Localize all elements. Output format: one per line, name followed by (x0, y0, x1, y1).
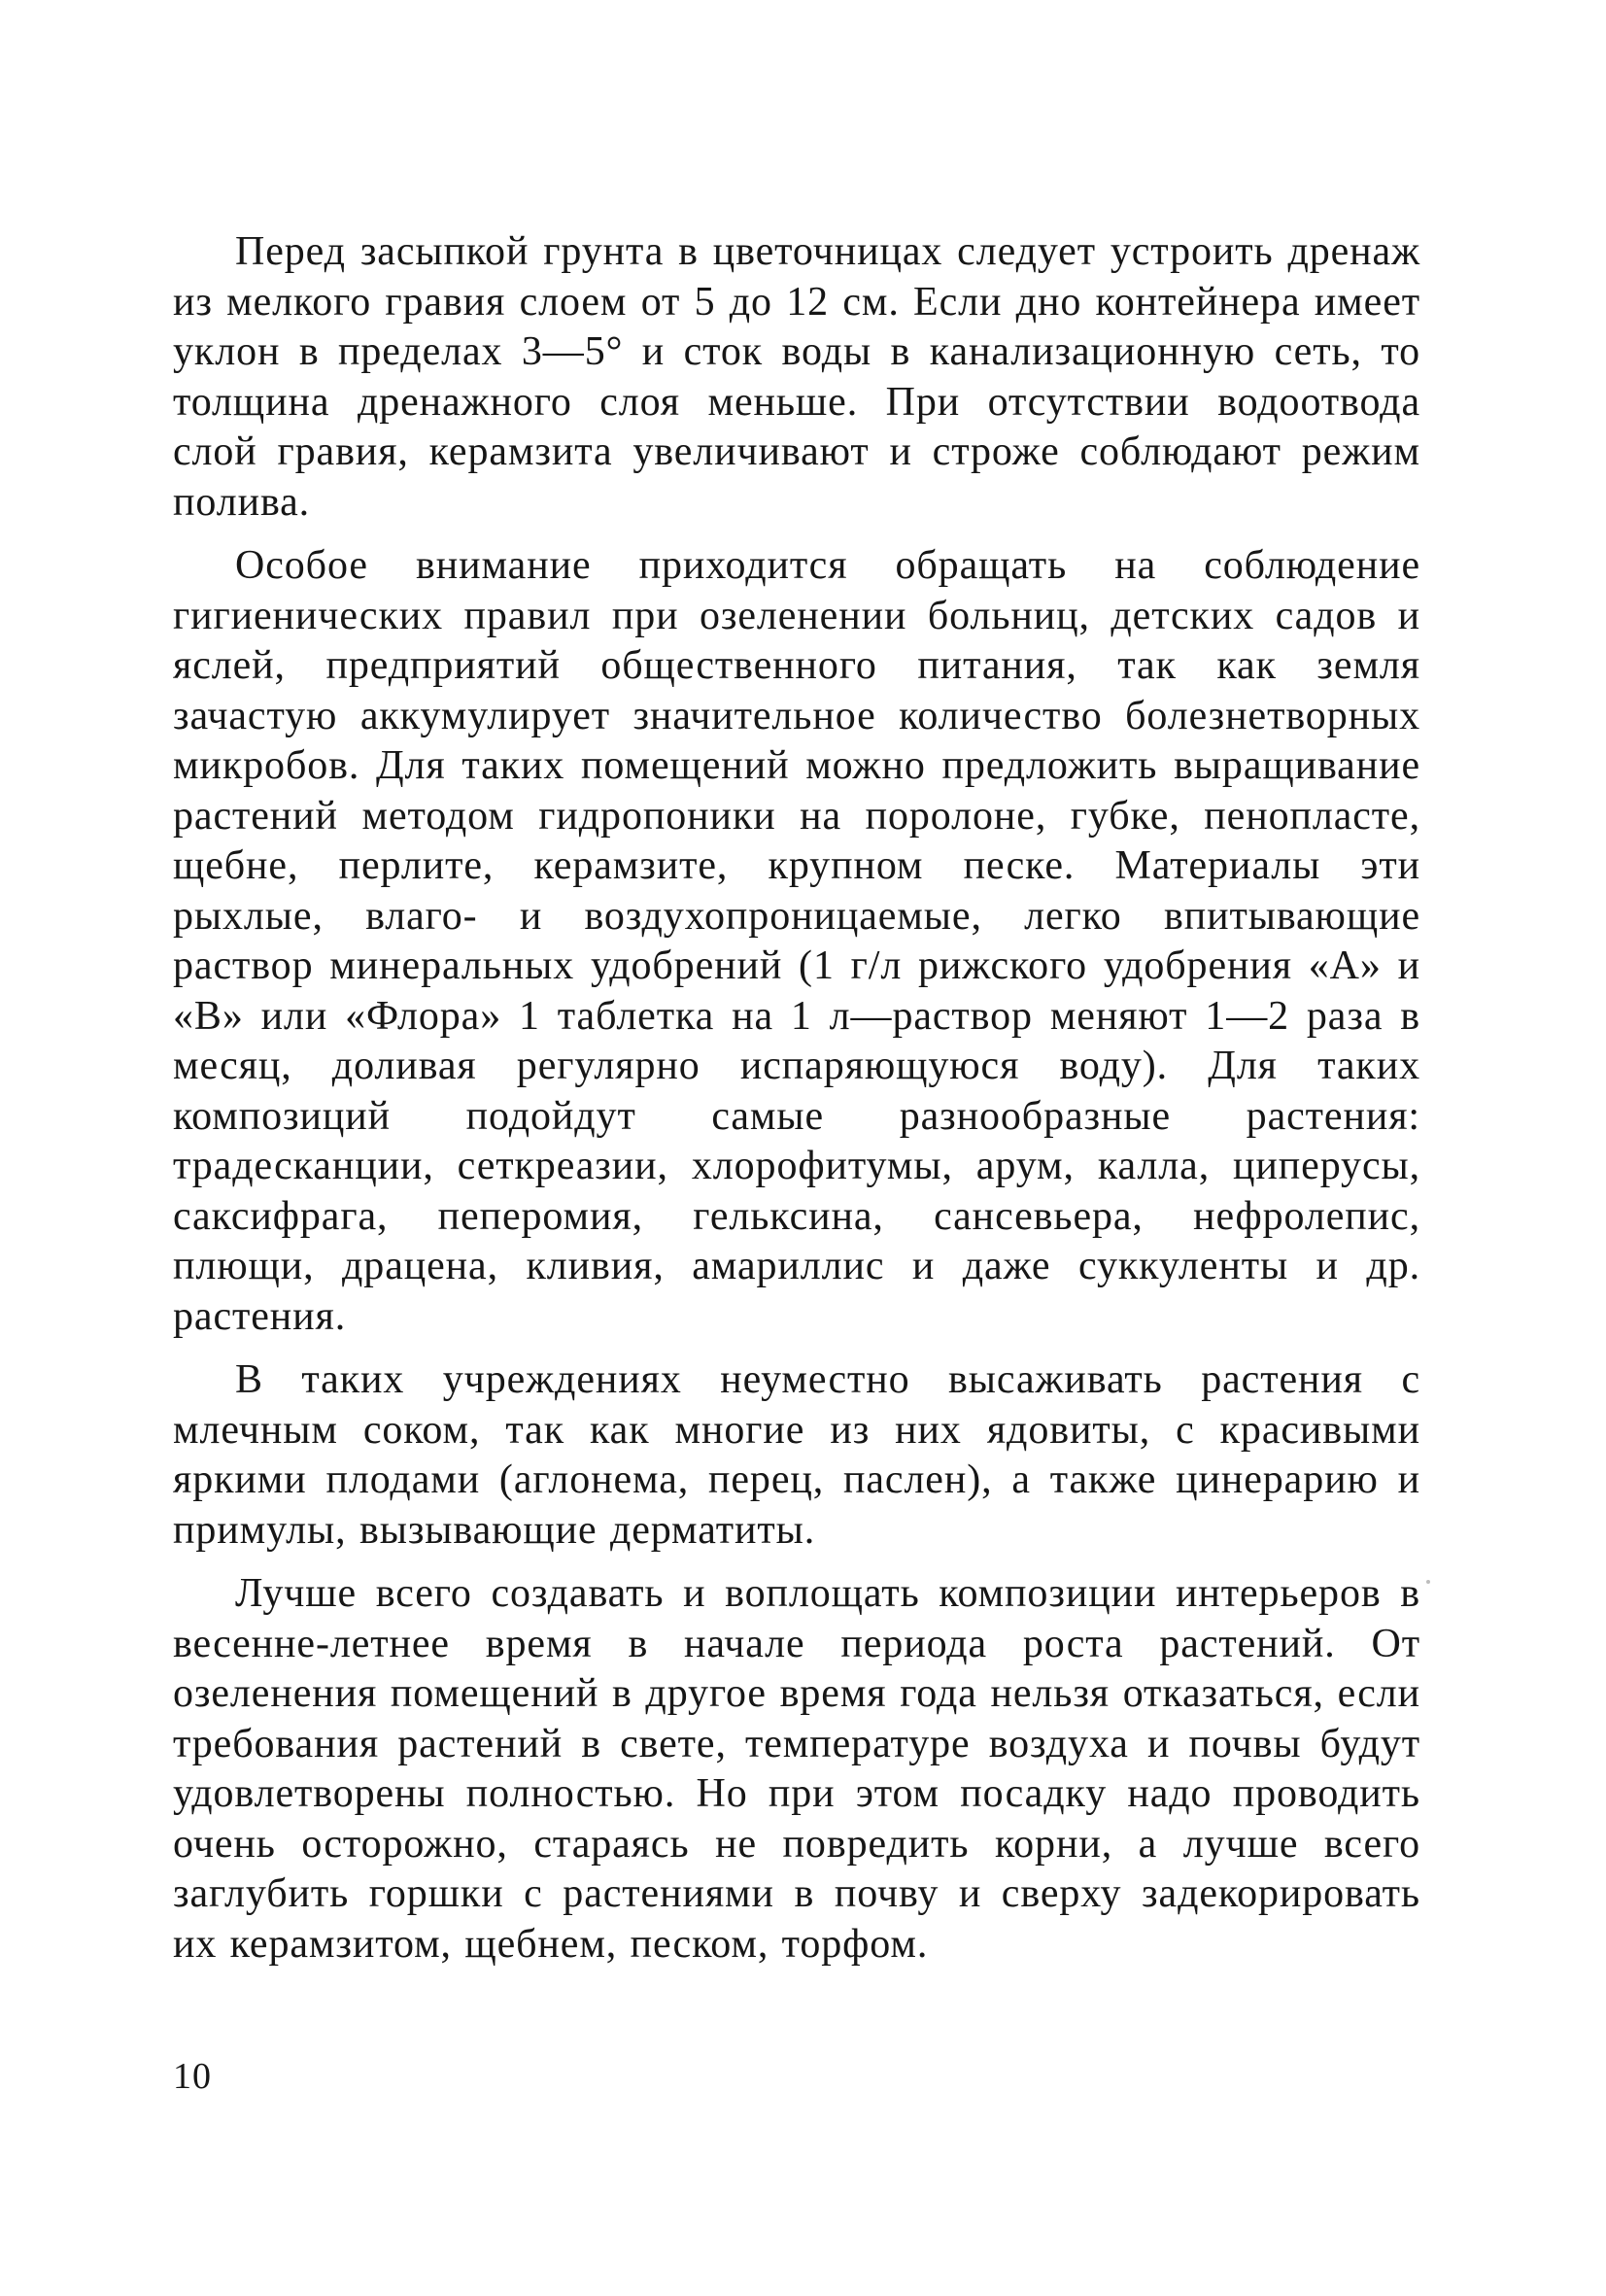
body-text (173, 227, 1420, 1970)
paragraph-hygiene: Особое внимание приходится обращать на соблюдение гигиенических правил при озеленении больниц, детских садов и яслей, предприятий общественного питания, так как земля зачастую аккумулирует значительное количество болезнетворных микробов. Для таких помещений можно предложить выращивание растений методом гидропоники на поролоне, губке, пенопласте, щебне, перлите, керамзите, крупном песке. Материалы эти рыхлые, влаго- и воздухопроницаемые, легко впитывающие раствор минеральных удобрений (1 г/л рижского удобрения «А» и «В» или «Флора» 1 таблетка на 1 л—раствор меняют 1—2 раза в месяц, доливая регулярно испаряющуюся воду). Для таких композиций подойдут самые разнообразные растения: традесканции, сеткреазии, хлорофитумы, арум, калла, циперусы, саксифрага, пеперомия, гельксина, сансевьера, нефролепис, плющи, драцена, кливия, амариллис и даже суккуленты и др. растения. (173, 543, 1420, 1339)
scan-speck (1426, 1580, 1430, 1584)
paragraph-planting-season: Лучше всего создавать и воплощать композиции интерьеров в весенне-летнее время в начале периода роста растений. От озеленения помещений в другое время года нельзя отказаться, если требования растений в свете, температуре воздуха и почвы будут удовлетворены полностью. Но при этом посадку надо проводить очень осторожно, стараясь не повредить корни, а лучше всего заглубить горшки с растениями в почву и сверху задекорировать их керамзитом, щебнем, песком, торфом. (173, 1571, 1420, 1967)
paragraph-poisonous-plants: В таких учреждениях неуместно высаживать растения с млечным соком, так как многие из них ядовиты, с красивыми яркими плодами (аглонема, перец, паслен), а также цинерарию и примулы, вызывающие дерматиты. (173, 1357, 1420, 1553)
page-number: 10 (173, 2056, 212, 2097)
paragraph-drainage: Перед засыпкой грунта в цветочницах следует устроить дренаж из мелкого гравия слоем от 5 до 12 см. Если дно контейнера имеет уклон в пределах 3—5° и сток воды в канализационную сеть, то толщина дренажного слоя меньше. При отсутствии водоотвода слой гравия, керамзита увеличивают и строже соблюдают режим полива. (173, 229, 1420, 525)
